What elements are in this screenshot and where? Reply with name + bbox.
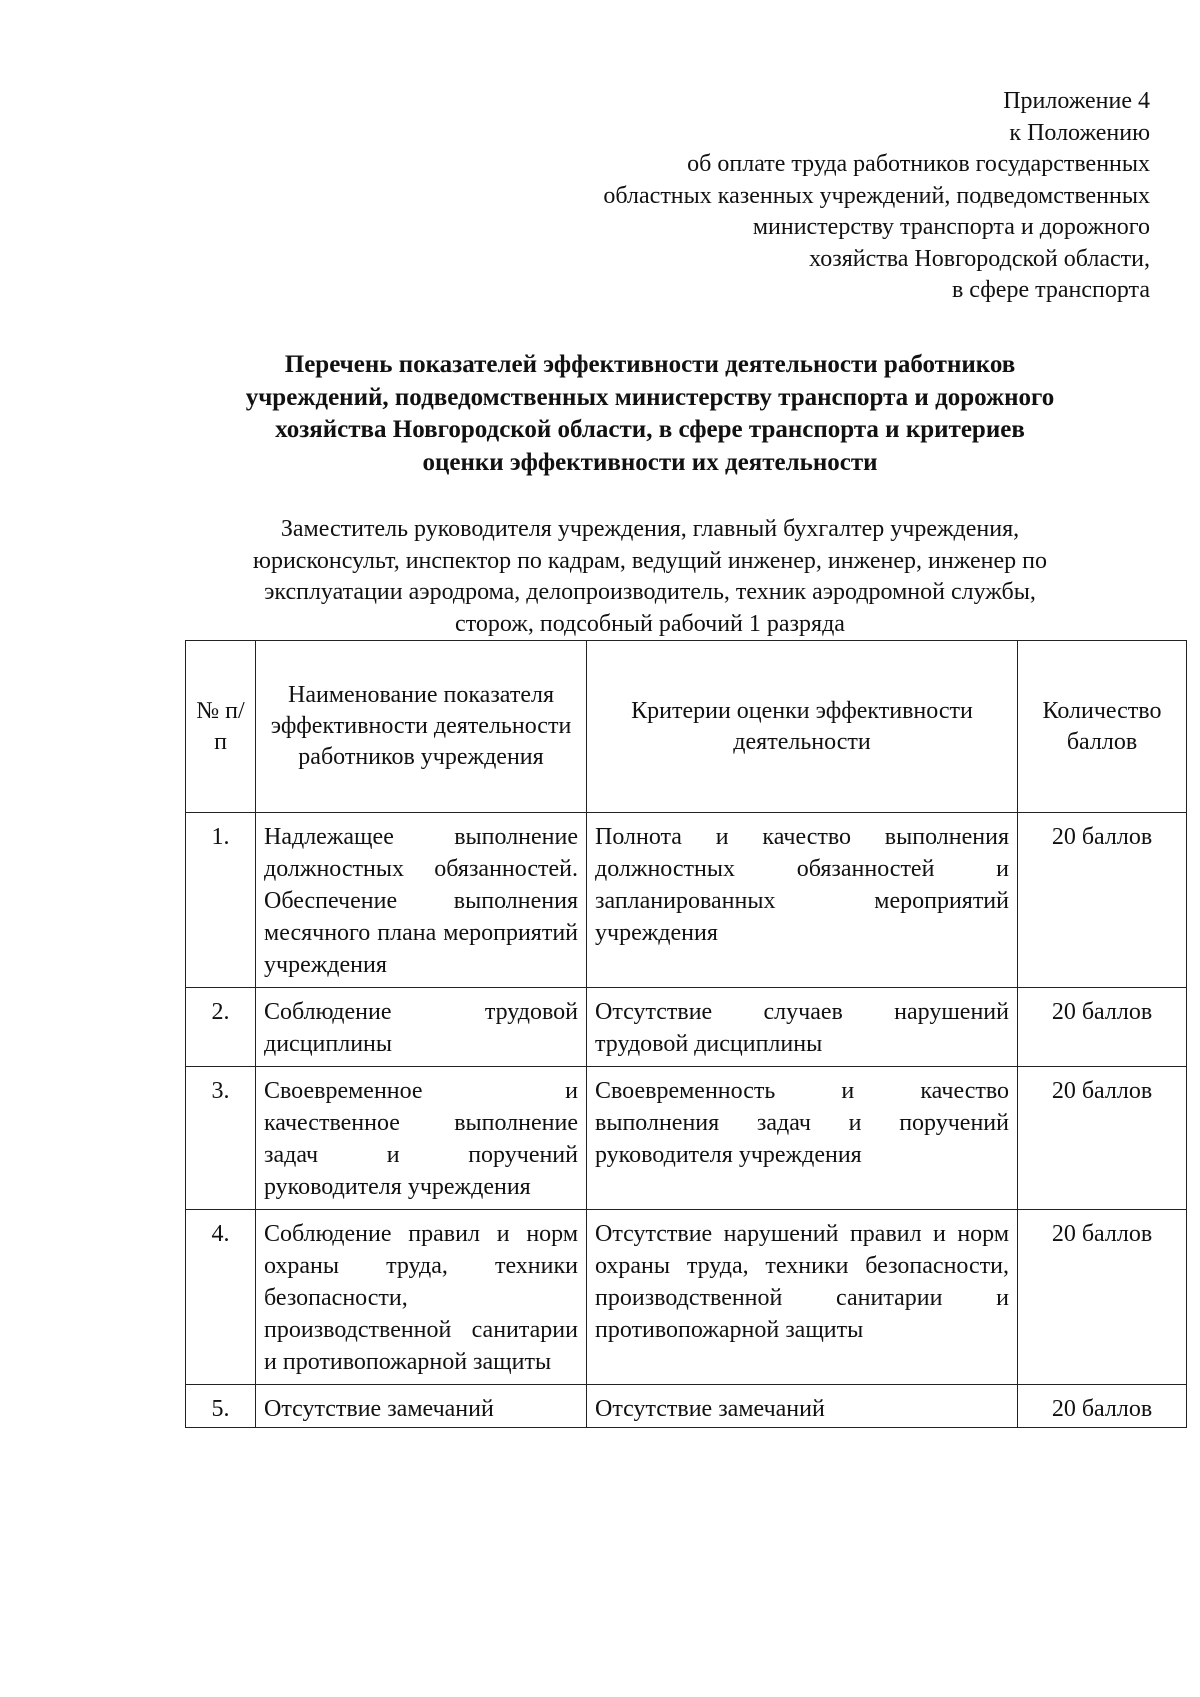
header-criteria: Критерии оценки эффективности деятельности: [587, 641, 1018, 813]
table-row: [186, 1385, 1187, 1428]
header-points: Количество баллов: [1018, 641, 1187, 813]
table-row: [186, 1210, 1187, 1385]
appendix-line: в сфере транспорта: [951, 277, 1150, 303]
row-criteria: Отсутствие случаев нарушений трудовой дисциплины: [587, 988, 1018, 1067]
document-title: [170, 349, 1130, 479]
row-criteria: Своевременность и качество выполнения задач и поручений руководителя учреждения: [587, 1067, 1018, 1210]
row-num: 3.: [186, 1067, 256, 1210]
table-row: [186, 988, 1187, 1067]
row-num: 1.: [186, 813, 256, 988]
row-num: 5.: [186, 1385, 256, 1428]
appendix-line: областных казенных учреждений, подведомственных: [603, 182, 1150, 209]
row-indicator: Соблюдение трудовой дисциплины: [256, 988, 587, 1067]
positions-line: Заместитель руководителя учреждения, главный бухгалтер учреждения,: [280, 516, 1020, 542]
row-criteria: Полнота и качество выполнения должностных обязанностей и запланированных мероприятий учреждения: [587, 813, 1018, 988]
header-num: № п/п: [186, 641, 256, 813]
title-line: учреждений, подведомственных министерству транспорта и дорожного: [245, 383, 1055, 411]
indicators-table: [185, 640, 1187, 1428]
appendix-line: хозяйства Новгородской области,: [809, 245, 1150, 272]
header-indicator: Наименование показателя эффективности деятельности работников учреждения: [256, 641, 587, 813]
appendix-line: Приложение 4: [1003, 88, 1150, 114]
positions-list: [170, 514, 1130, 640]
row-points: 20 баллов: [1018, 1385, 1187, 1428]
row-indicator: Своевременное и качественное выполнение задач и поручений руководителя учреждения: [256, 1067, 587, 1210]
row-indicator: Отсутствие замечаний: [256, 1385, 587, 1428]
title-line: хозяйства Новгородской области, в сфере транспорта и критериев: [275, 416, 1025, 443]
row-num: 4.: [186, 1210, 256, 1385]
row-points: 20 баллов: [1018, 1067, 1187, 1210]
row-points: 20 баллов: [1018, 813, 1187, 988]
row-indicator: Надлежащее выполнение должностных обязанностей. Обеспечение выполнения месячного плана мероприятий учреждения: [256, 813, 587, 988]
title-line: оценки эффективности их деятельности: [422, 448, 878, 476]
appendix-line: к Положению: [1009, 119, 1150, 146]
positions-line: сторож, подсобный рабочий 1 разряда: [455, 610, 845, 637]
table-header-row: [186, 641, 1187, 813]
row-criteria: Отсутствие нарушений правил и норм охраны труда, техники безопасности, производственной санитарии и противопожарной защиты: [587, 1210, 1018, 1385]
row-num: 2.: [186, 988, 256, 1067]
appendix-line: об оплате труда работников государственных: [687, 151, 1150, 177]
positions-line: эксплуатации аэродрома, делопроизводитель, техник аэродромной службы,: [264, 579, 1036, 605]
row-criteria: Отсутствие замечаний: [587, 1385, 1018, 1428]
appendix-line: министерству транспорта и дорожного: [752, 214, 1150, 240]
row-indicator: Соблюдение правил и норм охраны труда, техники безопасности, производственной санитарии и противопожарной защиты: [256, 1210, 587, 1385]
title-line: Перечень показателей эффективности деятельности работников: [284, 351, 1016, 378]
appendix-header: [430, 86, 1150, 307]
positions-line: юрисконсульт, инспектор по кадрам, ведущий инженер, инженер, инженер по: [253, 547, 1047, 574]
row-points: 20 баллов: [1018, 1210, 1187, 1385]
table-row: [186, 813, 1187, 988]
table-row: [186, 1067, 1187, 1210]
row-points: 20 баллов: [1018, 988, 1187, 1067]
